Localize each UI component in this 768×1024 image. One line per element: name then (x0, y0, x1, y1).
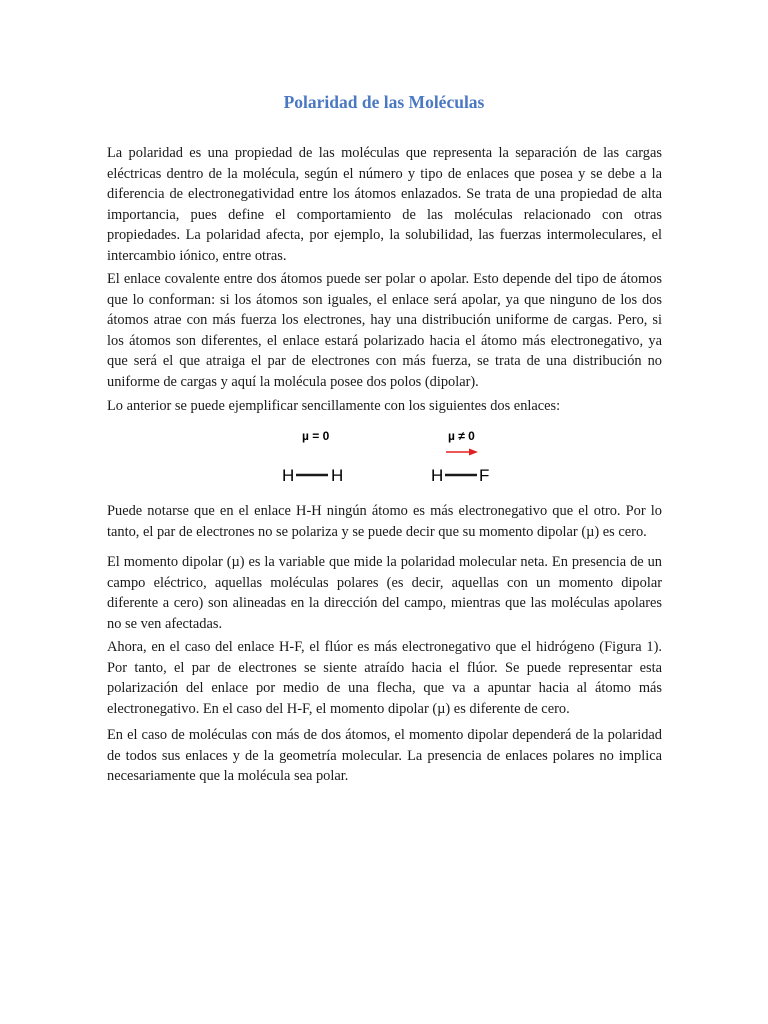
paragraph-3: Lo anterior se puede ejemplificar sencillamente con los siguientes dos enlaces: (107, 398, 561, 414)
figure-right-atom-2: F (479, 466, 490, 485)
paragraph-4: Puede notarse que en el enlace H-H ningún átomo es más electronegativo que el otro. Por lo tanto, el par de electrones no se polariza y se puede decir que su momento dipolar (µ) es cero. (107, 503, 662, 540)
paragraph-1: La polaridad es una propiedad de las moléculas que representa la separación de las cargas eléctricas dentro de la molécula, según el número y tipo de enlaces que posea y se debe a la diferencia de electronegatividad entre los átomos enlazados. Se trata de una propiedad de alta importancia, pues define el comportamiento de las moléculas relacionado con otras propiedades. La polaridad afecta, por ejemplo, la solubilidad, las fuerzas intermoleculares, el intercambio iónico, entre otras. (107, 145, 662, 264)
bond-figure (270, 424, 500, 494)
paragraph-7: En el caso de moléculas con más de dos átomos, el momento dipolar dependerá de la polaridad de todos sus enlaces y de la geometría molecular. La presencia de enlaces polares no implica necesariamente que la molécula sea polar. (107, 727, 662, 784)
figure-left-label: µ = 0 (302, 429, 330, 443)
paragraph-5: El momento dipolar (µ) es la variable que mide la polaridad molecular neta. En presencia de un campo eléctrico, aquellas moléculas polares (es decir, aquellas con un momento dipolar diferente a cero) son alineadas en la dirección del campo, mientras que las moléculas apolares no se ven afectadas. (107, 554, 662, 632)
paragraph-2: El enlace covalente entre dos átomos puede ser polar o apolar. Esto depende del tipo de átomos que lo conforman: si los átomos son iguales, el enlace será apolar, ya que ninguno de los dos átomos atrae con más fuerza los electrones, hay una distribución uniforme de cargas. Pero, si los átomos son diferentes, el enlace estará polarizado hacia el átomo más electronegativo, ya que será el que atraiga el par de electrones con más fuerza, se trata de una distribución no uniforme de cargas y aquí la molécula posee dos polos (dipolar). (107, 271, 662, 390)
figure-left-atom-1: H (282, 466, 295, 485)
figure-right-label: µ ≠ 0 (448, 429, 475, 443)
dipole-arrow-icon (469, 449, 478, 456)
paragraph-6: Ahora, en el caso del enlace H-F, el flúor es más electronegativo que el hidrógeno (Figura 1). Por tanto, el par de electrones se siente atraído hacia el flúor. Se puede representar esta polarización del enlace por medio de una flecha, que va a apuntar hacia al átomo más electronegativo. En el caso del H-F, el momento dipolar (µ) es diferente de cero. (107, 639, 662, 717)
figure-right-atom-1: H (431, 466, 444, 485)
document-title: Polaridad de las Moléculas (283, 92, 485, 112)
figure-left-atom-2: H (331, 466, 344, 485)
